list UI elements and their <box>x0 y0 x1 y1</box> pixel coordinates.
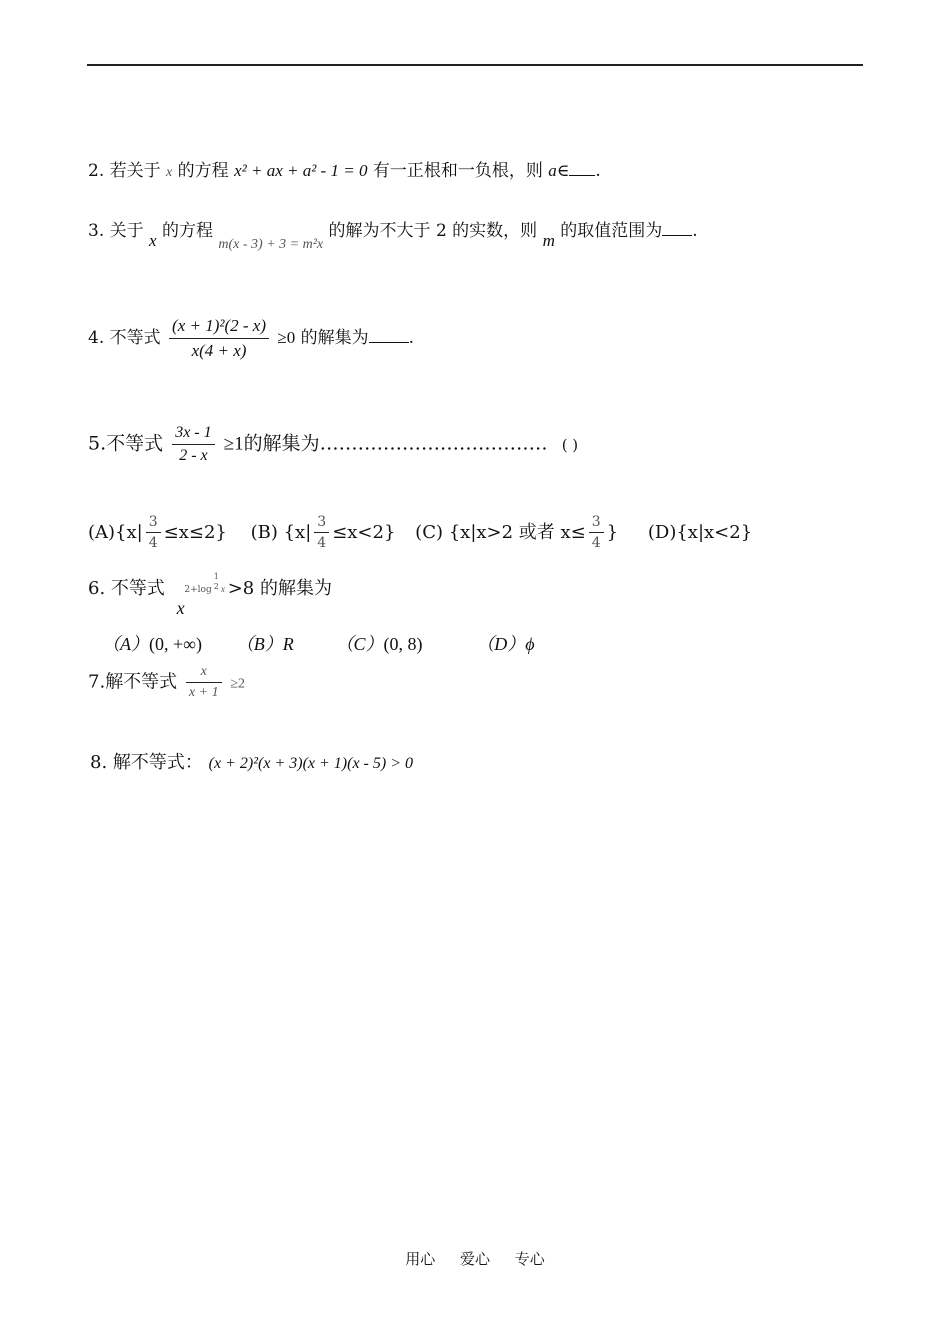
problem-text: 若关于 <box>109 161 161 181</box>
problem-text: 不等式 <box>109 328 161 348</box>
problem-text: 的方程 <box>162 221 213 241</box>
period: . <box>595 161 601 181</box>
option-c <box>335 634 422 655</box>
option-text: (A){x| <box>88 521 143 543</box>
expression: (x + 2)²(x + 3)(x + 1)(x - 5) > 0 <box>208 755 413 772</box>
problem-number: 6. <box>88 578 106 599</box>
problem-number: 4. <box>88 328 105 348</box>
footer-word: 专心 <box>514 1250 545 1268</box>
problem-number: 7. <box>88 671 106 693</box>
option-value: (0, +∞) <box>149 634 202 654</box>
problem-number: 3. <box>88 221 105 241</box>
denominator: 4 <box>591 535 601 551</box>
exponent <box>184 572 227 595</box>
option-d <box>476 634 534 655</box>
header-rule <box>87 64 863 66</box>
problem-text: 解不等式： <box>112 752 203 773</box>
problem-text: 解不等式 <box>105 671 178 693</box>
answer-blank <box>369 341 409 343</box>
option-label: （B） <box>235 634 283 654</box>
base: x <box>176 598 185 618</box>
problem-text: 不等式 <box>110 578 165 599</box>
log-base-denominator: 2 <box>213 582 219 591</box>
problem-5-options <box>88 514 752 551</box>
problem-4 <box>88 316 414 361</box>
problem-text: 不等式 <box>106 432 164 455</box>
problem-number: 5. <box>88 432 107 455</box>
option-text: } <box>606 521 619 543</box>
footer-word: 用心 <box>405 1250 436 1268</box>
relation: ≥1 <box>223 433 244 455</box>
variable: x <box>149 231 157 250</box>
equation: m(x - 3) + 3 = m²x <box>218 237 324 252</box>
relation: ≥0 <box>277 328 296 347</box>
option-text: (B) {x| <box>250 521 312 543</box>
period: . <box>408 328 415 348</box>
symbol: ∈ <box>556 161 570 181</box>
problem-text: 关于 <box>109 221 144 241</box>
numerator: 3x - 1 <box>172 424 214 445</box>
problem-text: 的取值范围为 <box>560 221 663 241</box>
page-footer <box>0 1248 950 1269</box>
denominator: 2 - x <box>179 447 208 464</box>
numerator: 3 <box>314 514 329 533</box>
option-label: （A） <box>102 634 149 654</box>
problem-number: 8. <box>90 752 108 773</box>
log-base-numerator: 1 <box>213 572 219 581</box>
option-text: ≤x≤2} <box>163 521 227 543</box>
log-argument: x <box>220 584 225 594</box>
option-a <box>88 514 233 551</box>
option-value: (0, 8) <box>383 634 423 654</box>
problem-3 <box>88 216 698 252</box>
fraction <box>186 664 222 701</box>
fraction <box>314 514 329 551</box>
option-label: （C） <box>335 634 384 654</box>
numerator: 3 <box>146 514 161 533</box>
variable: x <box>166 165 173 180</box>
option-text: (C) {x|x>2 或者 x≤ <box>415 521 586 543</box>
problem-text: >8 的解集为 <box>227 578 332 599</box>
option-a <box>102 634 202 655</box>
problem-5 <box>88 424 578 465</box>
problem-text: 有一正根和一负根，则 <box>372 161 543 181</box>
denominator: x(4 + x) <box>191 341 247 360</box>
variable: m <box>542 231 555 250</box>
problem-text: 的解集为……………………………… <box>243 432 548 455</box>
fraction <box>172 424 214 465</box>
option-label: （D） <box>476 634 526 654</box>
problem-6-options <box>102 630 535 656</box>
footer-word: 爱心 <box>459 1250 490 1268</box>
option-text: ≤x<2} <box>332 521 396 543</box>
problem-text: 的解集为 <box>300 328 369 348</box>
problem-7 <box>88 664 245 701</box>
answer-paren: ( ) <box>561 435 579 454</box>
numerator: (x + 1)²(2 - x) <box>169 316 269 339</box>
problem-2 <box>88 156 601 181</box>
option-d: (D){x|x<2} <box>647 521 753 543</box>
problem-text: 的方程 <box>177 161 229 181</box>
fraction <box>169 316 269 361</box>
answer-blank <box>569 174 595 176</box>
problem-text: 的解为不大于 2 的实数，则 <box>328 221 538 241</box>
problem-number: 2. <box>88 161 105 181</box>
exponent-text: 2+log <box>184 585 212 595</box>
fraction <box>589 514 604 551</box>
fraction <box>146 514 161 551</box>
option-value: ϕ <box>525 634 535 654</box>
problem-6 <box>88 572 332 618</box>
numerator: x <box>186 664 222 683</box>
relation: ≥2 <box>230 676 246 692</box>
option-c <box>415 514 624 551</box>
denominator: 4 <box>148 535 158 551</box>
equation: x² + ax + a² - 1 = 0 <box>234 161 368 180</box>
option-value: R <box>282 634 294 654</box>
numerator: 3 <box>589 514 604 533</box>
denominator: 4 <box>317 535 327 551</box>
denominator: x + 1 <box>188 685 219 700</box>
variable: a <box>548 161 557 180</box>
option-b <box>236 634 294 655</box>
problem-8 <box>90 748 413 774</box>
answer-blank <box>662 234 692 236</box>
period: . <box>692 221 698 241</box>
option-b <box>250 514 402 551</box>
